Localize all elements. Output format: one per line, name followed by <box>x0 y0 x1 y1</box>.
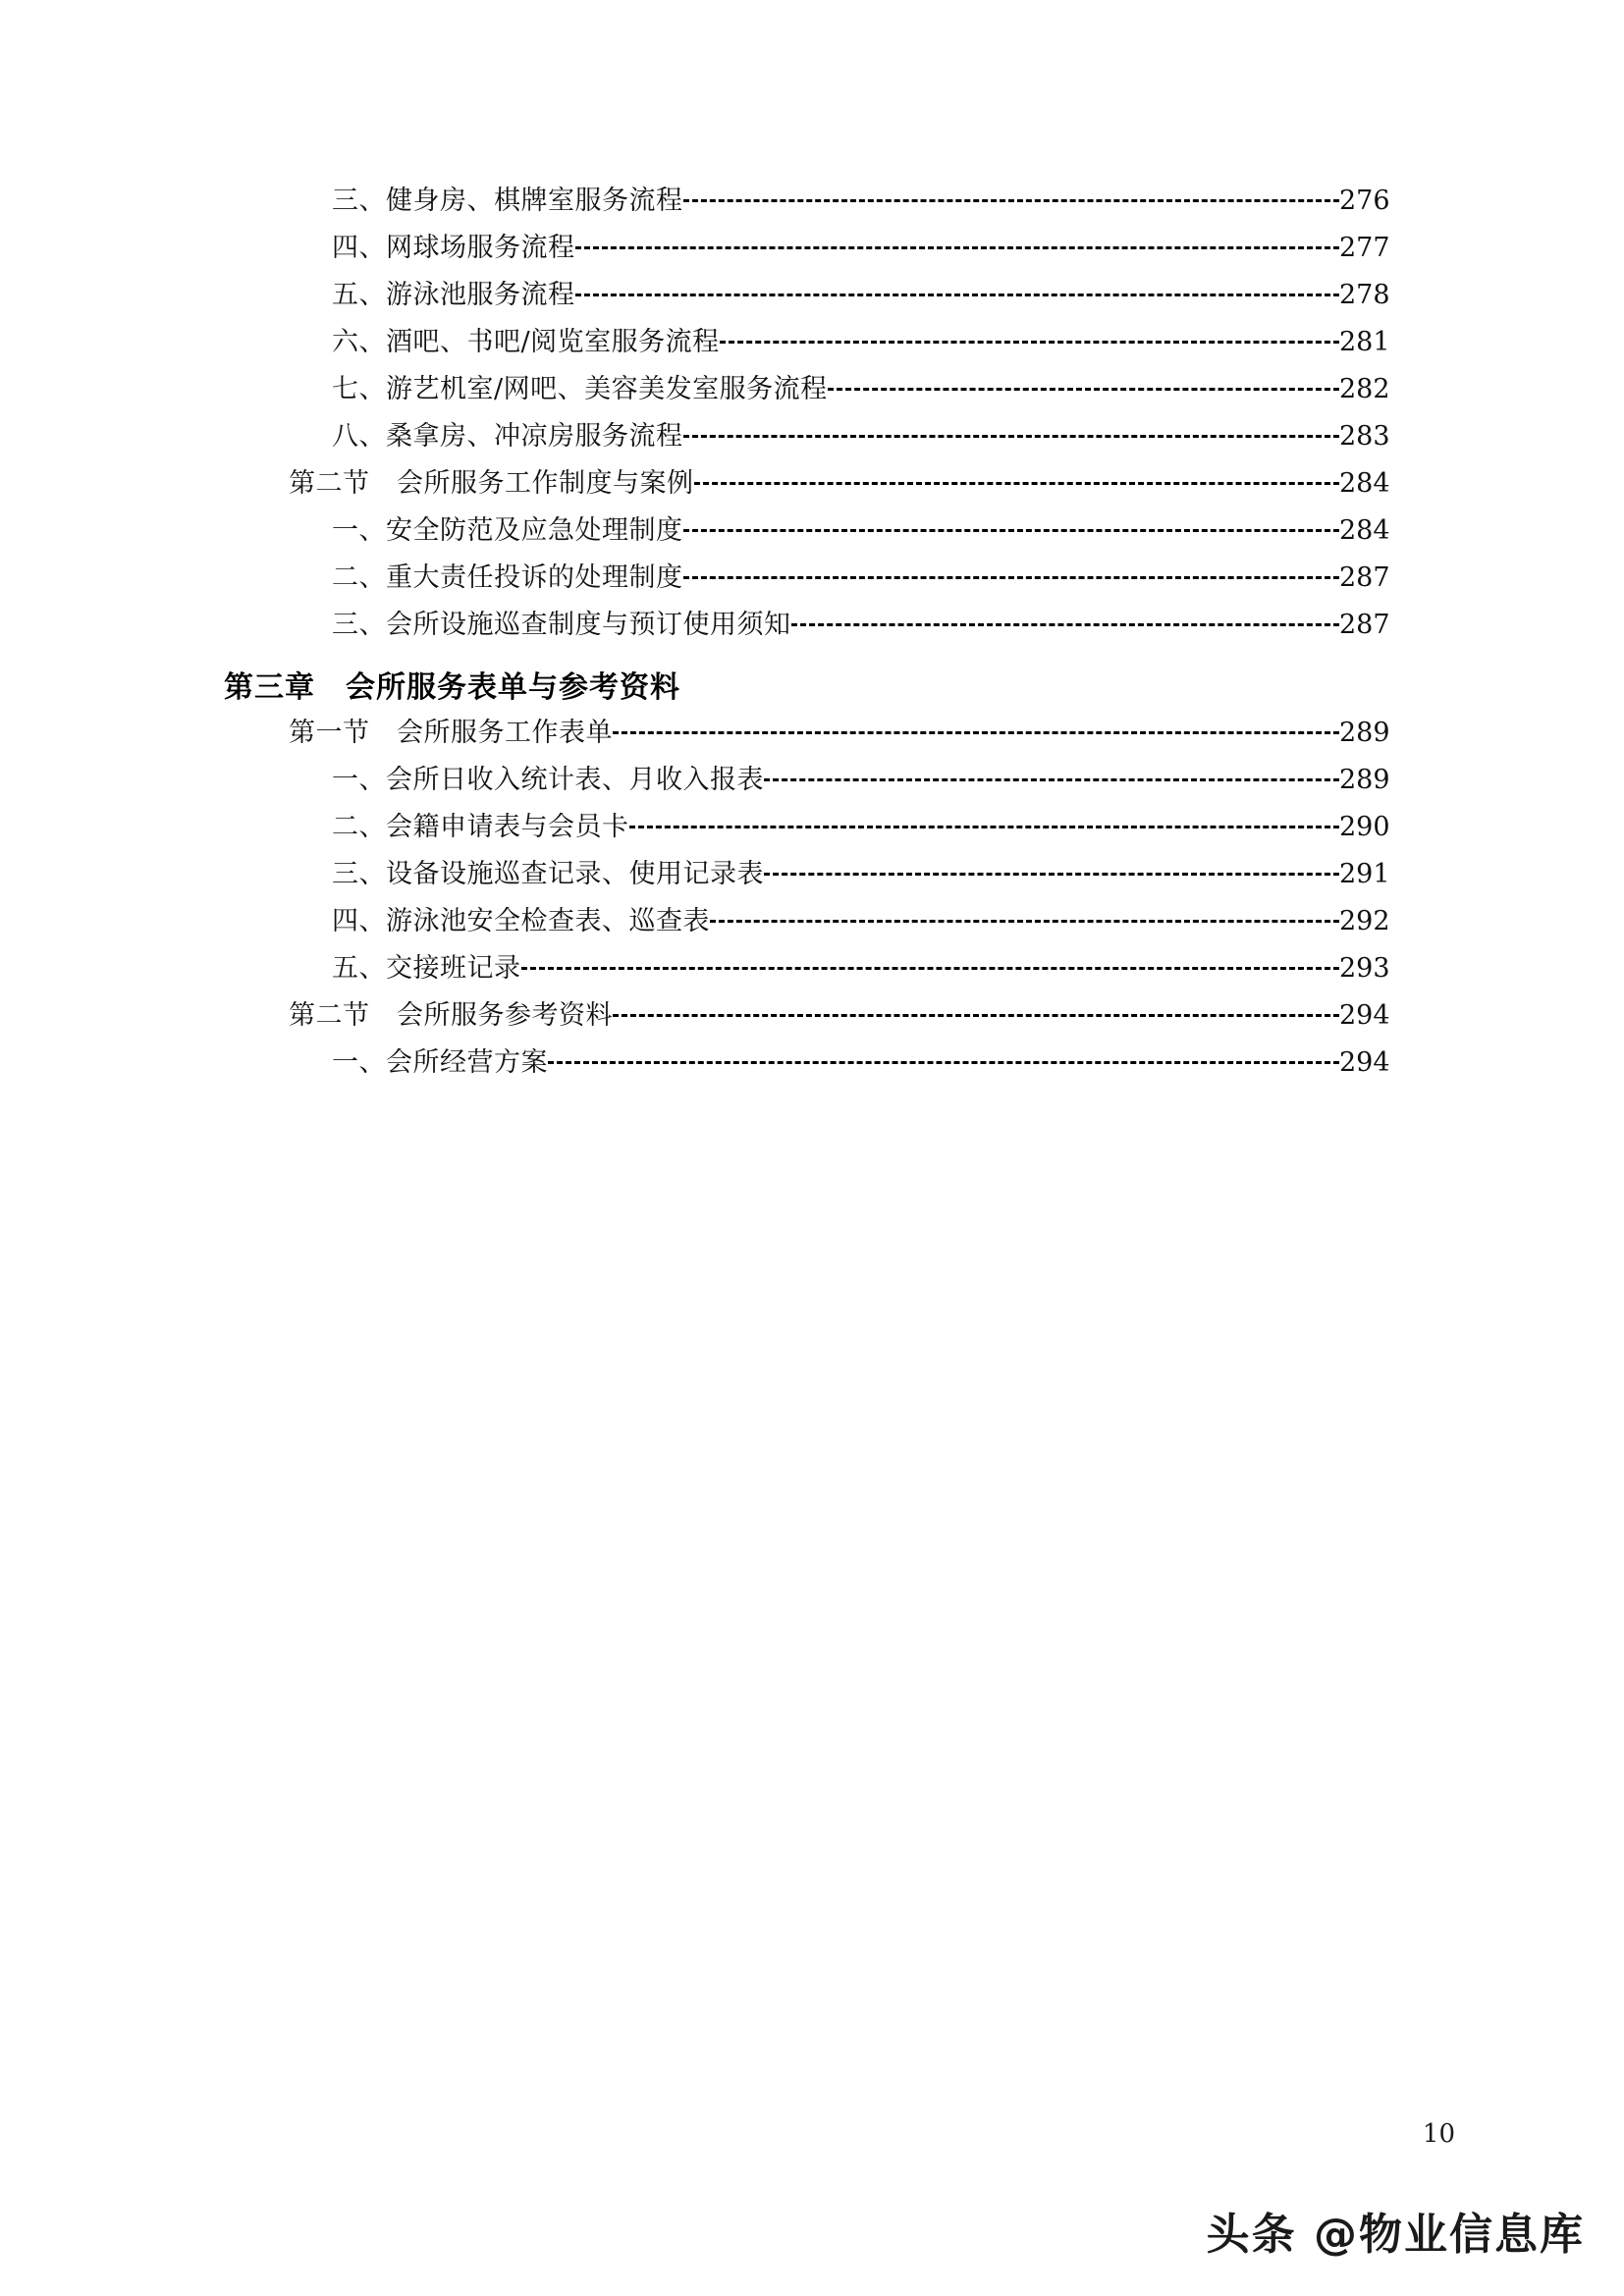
toc-entry-label: 第二节 会所服务工作制度与案例 <box>289 468 694 499</box>
toc-entry-label: 四、游泳池安全检查表、巡查表 <box>332 906 710 936</box>
toc-entry-section[interactable] <box>224 465 1402 512</box>
toc-dot-leader <box>683 560 1340 586</box>
toc-entry-page-number: 289 <box>1339 765 1390 795</box>
toc-entry-item[interactable] <box>224 418 1402 465</box>
toc-entry-label: 二、会籍申请表与会员卡 <box>332 812 629 842</box>
toc-entry-item[interactable] <box>224 856 1402 903</box>
toc-entry-item[interactable] <box>224 277 1402 324</box>
toc-entry-page-number: 277 <box>1339 233 1390 263</box>
toc-entry-label: 一、安全防范及应急处理制度 <box>332 515 683 546</box>
toc-dot-leader <box>828 371 1339 398</box>
toc-entry-label: 五、交接班记录 <box>332 953 521 984</box>
toc-dot-leader <box>613 997 1339 1024</box>
toc-entry-item[interactable] <box>224 950 1402 997</box>
toc-dot-leader <box>710 903 1339 930</box>
toc-entry-label: 七、游艺机室/网吧、美容美发室服务流程 <box>332 374 828 404</box>
toc-entry-page-number: 284 <box>1339 515 1390 546</box>
toc-entry-item[interactable] <box>224 230 1402 277</box>
toc-entry-item[interactable] <box>224 560 1402 607</box>
toc-entry-page-number: 290 <box>1339 812 1390 842</box>
toc-entry-item[interactable] <box>224 371 1402 418</box>
toc-entry-page-number: 283 <box>1339 421 1390 452</box>
toc-dot-leader <box>720 324 1339 350</box>
toc-dot-leader <box>613 715 1339 741</box>
toc-entry-label: 四、网球场服务流程 <box>332 233 575 263</box>
toc-entry-item[interactable] <box>224 607 1402 654</box>
toc-entry-item[interactable] <box>224 903 1402 950</box>
toc-entry-label: 八、桑拿房、冲凉房服务流程 <box>332 421 683 452</box>
toc-entry-page-number: 292 <box>1339 906 1390 936</box>
toc-entry-label: 二、重大责任投诉的处理制度 <box>332 562 683 593</box>
toc-entry-label: 三、设备设施巡查记录、使用记录表 <box>332 859 764 889</box>
toc-entry-label: 第一节 会所服务工作表单 <box>289 718 613 748</box>
toc-chapter-label: 第三章 会所服务表单与参考资料 <box>224 670 680 705</box>
toc-entry-label: 一、会所经营方案 <box>332 1047 548 1078</box>
toc-entry-page-number: 287 <box>1339 610 1390 640</box>
toc-dot-leader <box>629 809 1340 835</box>
toc-dot-leader <box>575 277 1340 303</box>
toc-dot-leader <box>694 465 1340 492</box>
toc-entry-page-number: 291 <box>1339 859 1390 889</box>
toc-entry-page-number: 281 <box>1339 327 1390 357</box>
toc-entry-item[interactable] <box>224 183 1402 230</box>
table-of-contents <box>224 183 1402 1092</box>
toc-entry-page-number: 278 <box>1339 280 1390 310</box>
toc-entry-page-number: 276 <box>1339 186 1390 216</box>
toc-entry-section[interactable] <box>224 997 1402 1044</box>
toc-dot-leader <box>548 1044 1339 1071</box>
toc-entry-page-number: 284 <box>1339 468 1390 499</box>
toc-entry-item[interactable] <box>224 324 1402 371</box>
toc-entry-label: 三、会所设施巡查制度与预订使用须知 <box>332 610 791 640</box>
toc-entry-label: 三、健身房、棋牌室服务流程 <box>332 186 683 216</box>
toc-entry-label: 一、会所日收入统计表、月收入报表 <box>332 765 764 795</box>
toc-chapter-heading[interactable] <box>224 654 1402 715</box>
toc-entry-item[interactable] <box>224 512 1402 560</box>
toc-dot-leader <box>683 512 1340 539</box>
toc-dot-leader <box>764 856 1339 882</box>
toc-entry-page-number: 293 <box>1339 953 1390 984</box>
toc-entry-page-number: 294 <box>1339 1047 1390 1078</box>
toc-entry-item[interactable] <box>224 809 1402 856</box>
toc-entry-label: 六、酒吧、书吧/阅览室服务流程 <box>332 327 720 357</box>
toc-entry-page-number: 287 <box>1339 562 1390 593</box>
toc-entry-page-number: 282 <box>1339 374 1390 404</box>
toc-dot-leader <box>683 418 1340 445</box>
toc-dot-leader <box>791 607 1340 633</box>
toc-dot-leader <box>764 762 1339 788</box>
toc-dot-leader <box>575 230 1340 256</box>
toc-entry-label: 第二节 会所服务参考资料 <box>289 1000 613 1031</box>
watermark: 头条 @物业信息库 <box>1206 2210 1585 2260</box>
toc-dot-leader <box>521 950 1340 977</box>
toc-entry-item[interactable] <box>224 762 1402 809</box>
toc-entry-page-number: 294 <box>1339 1000 1390 1031</box>
toc-entry-item[interactable] <box>224 1044 1402 1092</box>
toc-entry-section[interactable] <box>224 715 1402 762</box>
toc-entry-label: 五、游泳池服务流程 <box>332 280 575 310</box>
toc-entry-page-number: 289 <box>1339 718 1390 748</box>
toc-dot-leader <box>683 183 1340 209</box>
page-number: 10 <box>1422 2119 1455 2149</box>
